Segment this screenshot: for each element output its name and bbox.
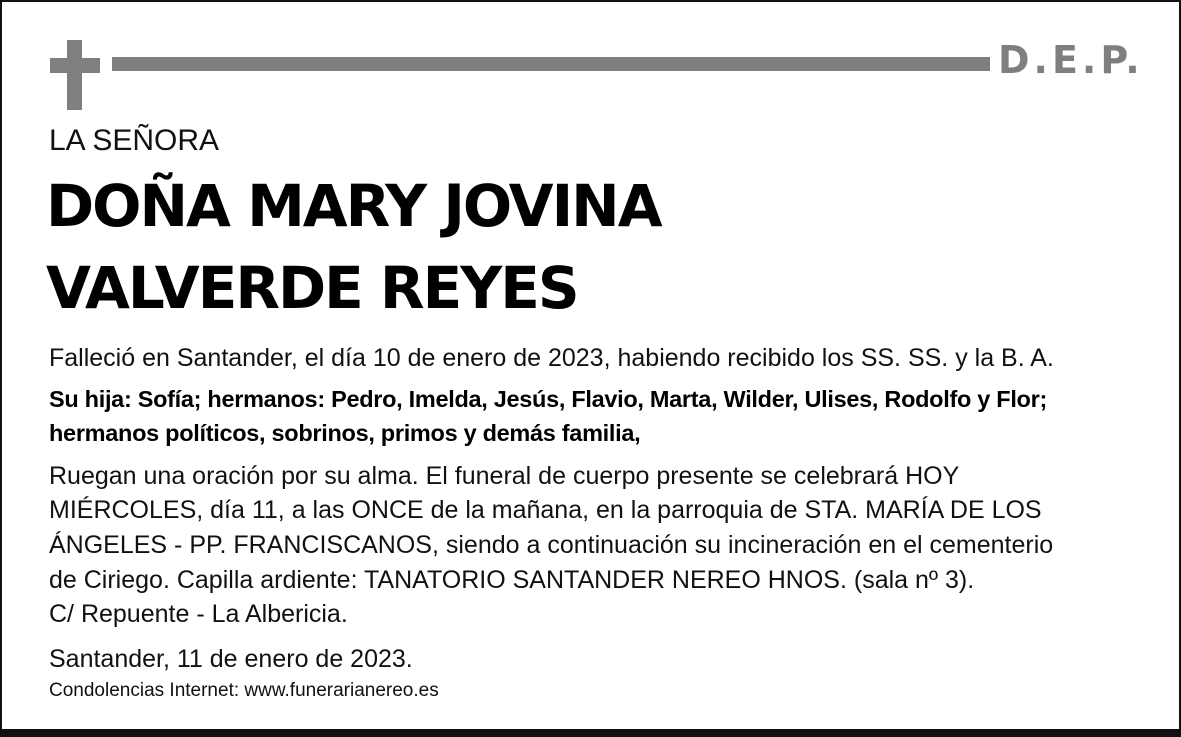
place-date: Santander, 11 de enero de 2023. <box>49 645 413 673</box>
cross-vertical-bar <box>67 40 82 110</box>
family-line-1: Su hija: Sofía; hermanos: Pedro, Imelda, Jesús, Flavio, Marta, Wilder, Ulises, Rodolfo y Flor; <box>49 386 1047 412</box>
family-line-2: hermanos políticos, sobrinos, primos y demás familia, <box>49 420 641 446</box>
service-line-2: MIÉRCOLES, día 11, a las ONCE de la mañana, en la parroquia de STA. MARÍA DE LOS <box>49 496 1042 524</box>
dep-label: D.E.P. <box>998 38 1144 82</box>
service-line-5: C/ Repuente - La Albericia. <box>49 600 348 628</box>
death-notice: Falleció en Santander, el día 10 de enero de 2023, habiendo recibido los SS. SS. y la B. A. <box>49 344 1054 372</box>
service-line-3: ÁNGELES - PP. FRANCISCANOS, siendo a continuación su incineración en el cementerio <box>49 531 1054 559</box>
honorific: LA SEÑORA <box>49 124 220 157</box>
deceased-name-line-2: VALVERDE REYES <box>46 254 578 322</box>
latin-cross-icon <box>50 40 100 110</box>
header-rule <box>112 57 990 71</box>
cross-horizontal-bar <box>50 58 100 73</box>
service-line-1: Ruegan una oración por su alma. El funeral de cuerpo presente se celebrará HOY <box>49 462 960 490</box>
service-line-4: de Ciriego. Capilla ardiente: TANATORIO SANTANDER NEREO HNOS. (sala nº 3). <box>49 566 975 594</box>
deceased-name-line-1: DOÑA MARY JOVINA <box>46 172 661 240</box>
condolences-line: Condolencias Internet: www.funerarianereo.es <box>49 680 439 701</box>
